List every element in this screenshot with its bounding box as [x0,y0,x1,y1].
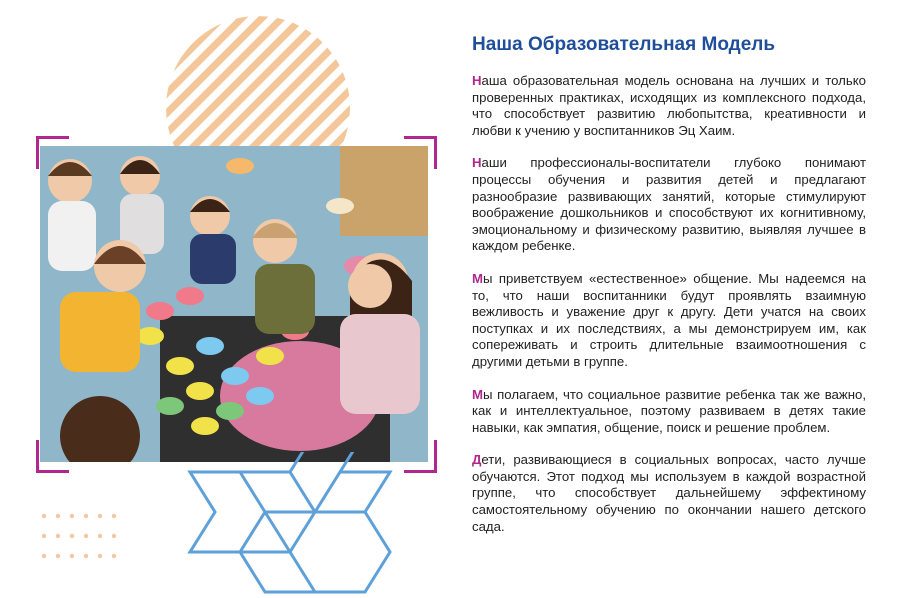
paragraph-4 [472,387,866,437]
dot-grid-decoration [40,512,120,562]
paragraph-initial: М [472,386,483,402]
paragraph-initial: Н [472,155,482,171]
paragraph-text: аши профессионалы-воспитатели глубоко понимают процессы обучения и развития детей и предлагают разнообразие развивающих занятий, которые стимулируют воображение дошкольников и способствуют их когнитивному, эмоциональному и физическому развитию, выявляя лучшее в каждом ребенке. [472,155,866,254]
paragraph-text: ети, развивающиеся в социальных вопросах, часто лучше обучаются. Этот подход мы используем в каждой возрастной группе, что способствует дальнейшему эффектиному самостоятельному обучению по окончании нашего детского сада. [472,452,866,534]
text-column [472,34,866,551]
paragraph-2 [472,155,866,255]
geometric-lines-decoration [180,452,410,598]
paragraph-initial: М [472,270,483,286]
paragraph-text: аша образовательная модель основана на лучших и только проверенных практиках, исходящих из комплексного подхода, что способствует развитию любопытства, креативности и любви к учению у воспитанников Эц Хаим. [472,73,866,138]
paragraph-5 [472,452,866,535]
paragraph-initial: Д [472,452,482,468]
paragraph-1 [472,73,866,139]
paragraph-text: ы приветствуем «естественное» общение. Мы надеемся на то, что наши воспитанники будут проявлять взаимную вежливость и уважение друг к другу. Дети учатся на своих поступках и их последствиях, а мы демонстрируем им, как сопереживать и строить длительные взаимоотношения с другими детьми в группе. [472,270,866,369]
paragraph-3 [472,271,866,371]
paragraph-initial: Н [472,73,482,88]
children-photo [40,146,428,462]
page-title: Наша Образовательная Модель [472,34,776,55]
paragraph-text: ы полагаем, что социальное развитие ребенка так же важно, как и интеллектуальное, поэтому развиваем в детях такие навыки, как эмпатия, общение, поиск и решение проблем. [472,386,866,435]
